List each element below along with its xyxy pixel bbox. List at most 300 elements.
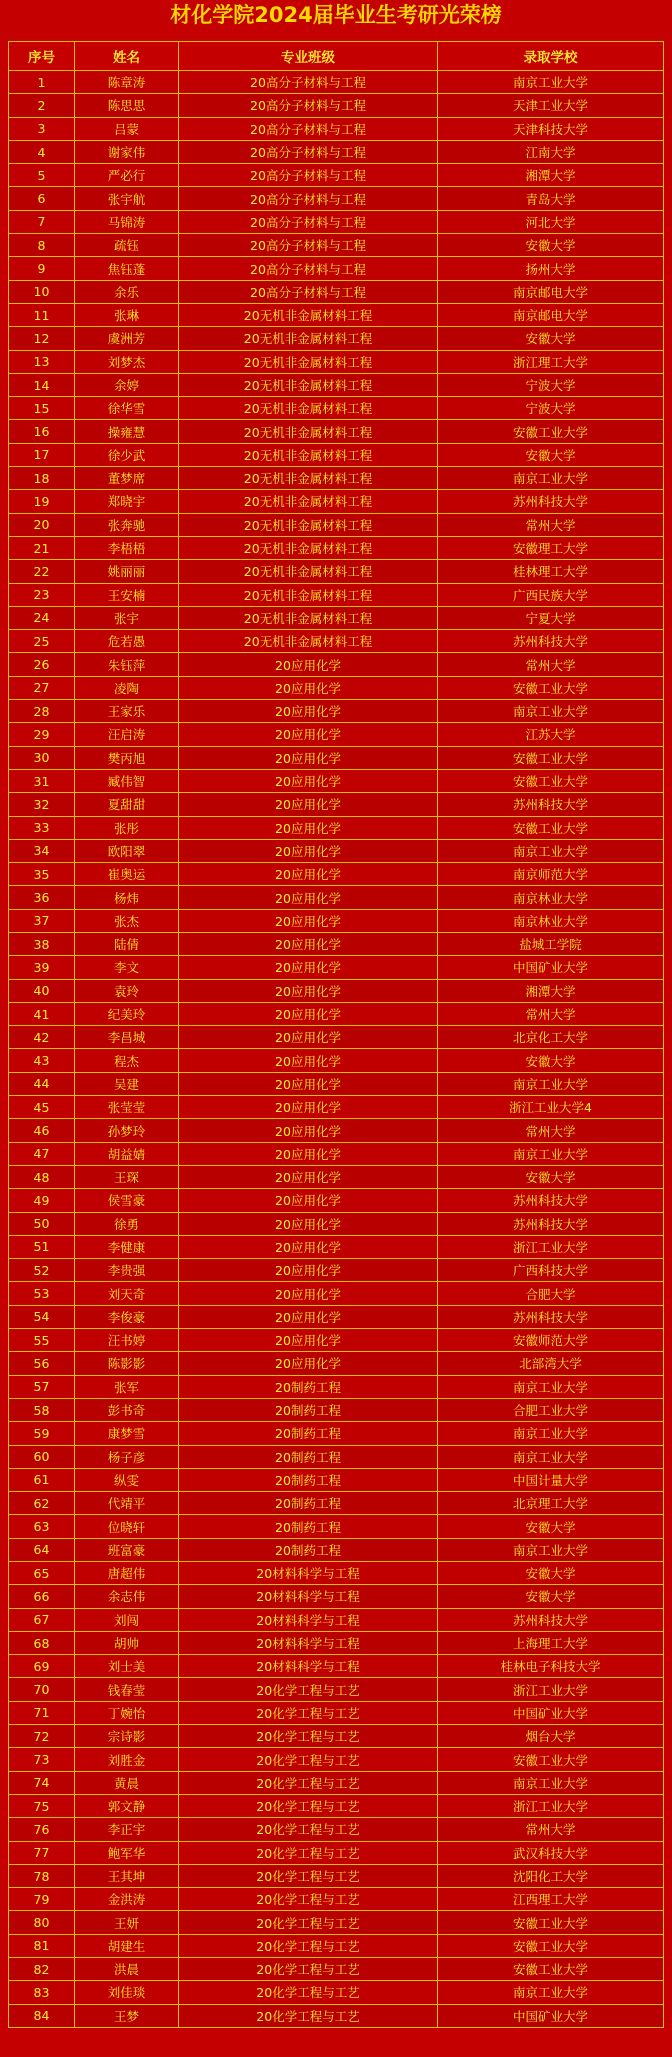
cell-admitted-school: 湘潭大学 — [438, 164, 664, 187]
cell-index: 26 — [9, 653, 75, 676]
cell-admitted-school: 中国矿业大学 — [438, 956, 664, 979]
table-row — [9, 676, 664, 699]
table-row — [9, 1771, 664, 1794]
cell-major-class: 20无机非金属材料工程 — [179, 560, 438, 583]
cell-major-class: 20化学工程与工艺 — [179, 1701, 438, 1724]
table-row — [9, 886, 664, 909]
cell-major-class: 20化学工程与工艺 — [179, 2004, 438, 2027]
table-row — [9, 606, 664, 629]
table-row — [9, 1725, 664, 1748]
cell-admitted-school: 南京邮电大学 — [438, 280, 664, 303]
cell-index: 5 — [9, 164, 75, 187]
cell-name: 余乐 — [75, 280, 179, 303]
cell-index: 9 — [9, 257, 75, 280]
cell-admitted-school: 常州大学 — [438, 513, 664, 536]
cell-index: 27 — [9, 676, 75, 699]
cell-index: 42 — [9, 1026, 75, 1049]
table-row — [9, 71, 664, 94]
cell-admitted-school: 天津工业大学 — [438, 94, 664, 117]
cell-admitted-school: 江南大学 — [438, 140, 664, 163]
cell-index: 76 — [9, 1818, 75, 1841]
table-row — [9, 1375, 664, 1398]
cell-index: 6 — [9, 187, 75, 210]
cell-index: 48 — [9, 1165, 75, 1188]
cell-major-class: 20无机非金属材料工程 — [179, 397, 438, 420]
cell-major-class: 20材料科学与工程 — [179, 1562, 438, 1585]
table-row — [9, 1398, 664, 1421]
cell-index: 50 — [9, 1212, 75, 1235]
table-row — [9, 839, 664, 862]
cell-index: 61 — [9, 1468, 75, 1491]
cell-name: 袁玲 — [75, 979, 179, 1002]
cell-name: 疏钰 — [75, 234, 179, 257]
cell-name: 余婷 — [75, 373, 179, 396]
table-row — [9, 1049, 664, 1072]
cell-admitted-school: 常州大学 — [438, 1818, 664, 1841]
cell-major-class: 20无机非金属材料工程 — [179, 420, 438, 443]
cell-major-class: 20无机非金属材料工程 — [179, 350, 438, 373]
cell-admitted-school: 安徽大学 — [438, 234, 664, 257]
cell-admitted-school: 苏州科技大学 — [438, 1212, 664, 1235]
table-row — [9, 909, 664, 932]
cell-major-class: 20无机非金属材料工程 — [179, 630, 438, 653]
cell-name: 张杰 — [75, 909, 179, 932]
table-row — [9, 420, 664, 443]
cell-index: 36 — [9, 886, 75, 909]
cell-name: 虞洲芳 — [75, 327, 179, 350]
cell-index: 58 — [9, 1398, 75, 1421]
table-row — [9, 1096, 664, 1119]
cell-admitted-school: 苏州科技大学 — [438, 490, 664, 513]
cell-major-class: 20无机非金属材料工程 — [179, 536, 438, 559]
cell-name: 洪晨 — [75, 1958, 179, 1981]
cell-admitted-school: 青岛大学 — [438, 187, 664, 210]
cell-major-class: 20应用化学 — [179, 1305, 438, 1328]
cell-admitted-school: 南京工业大学 — [438, 1072, 664, 1095]
header-row — [9, 42, 664, 71]
table-row — [9, 1468, 664, 1491]
cell-admitted-school: 南京工业大学 — [438, 71, 664, 94]
cell-major-class: 20应用化学 — [179, 1049, 438, 1072]
table-row — [9, 1002, 664, 1025]
cell-index: 25 — [9, 630, 75, 653]
table-row — [9, 1631, 664, 1654]
cell-index: 19 — [9, 490, 75, 513]
cell-index: 63 — [9, 1515, 75, 1538]
cell-index: 39 — [9, 956, 75, 979]
cell-admitted-school: 中国计量大学 — [438, 1468, 664, 1491]
cell-index: 43 — [9, 1049, 75, 1072]
cell-index: 64 — [9, 1538, 75, 1561]
cell-name: 樊丙旭 — [75, 746, 179, 769]
cell-admitted-school: 南京工业大学 — [438, 700, 664, 723]
table-row — [9, 1142, 664, 1165]
cell-index: 40 — [9, 979, 75, 1002]
cell-admitted-school: 南京工业大学 — [438, 1981, 664, 2004]
cell-major-class: 20化学工程与工艺 — [179, 1725, 438, 1748]
cell-name: 刘闯 — [75, 1608, 179, 1631]
table-row — [9, 1911, 664, 1934]
cell-admitted-school: 安徽大学 — [438, 1562, 664, 1585]
table-row — [9, 1189, 664, 1212]
cell-index: 66 — [9, 1585, 75, 1608]
table-row — [9, 94, 664, 117]
cell-major-class: 20化学工程与工艺 — [179, 1748, 438, 1771]
cell-index: 7 — [9, 210, 75, 233]
cell-admitted-school: 桂林电子科技大学 — [438, 1655, 664, 1678]
cell-admitted-school: 安徽工业大学 — [438, 746, 664, 769]
cell-index: 70 — [9, 1678, 75, 1701]
cell-major-class: 20应用化学 — [179, 1212, 438, 1235]
cell-name: 丁婉怡 — [75, 1701, 179, 1724]
cell-name: 胡帅 — [75, 1631, 179, 1654]
table-row — [9, 1888, 664, 1911]
table-row — [9, 1072, 664, 1095]
cell-index: 38 — [9, 932, 75, 955]
cell-name: 郭文静 — [75, 1794, 179, 1817]
cell-admitted-school: 安徽工业大学 — [438, 1958, 664, 1981]
cell-name: 徐勇 — [75, 1212, 179, 1235]
cell-major-class: 20高分子材料与工程 — [179, 234, 438, 257]
cell-major-class: 20高分子材料与工程 — [179, 94, 438, 117]
cell-name: 张宇航 — [75, 187, 179, 210]
cell-major-class: 20无机非金属材料工程 — [179, 467, 438, 490]
cell-admitted-school: 安徽大学 — [438, 1515, 664, 1538]
table-row — [9, 467, 664, 490]
cell-name: 王其坤 — [75, 1864, 179, 1887]
cell-admitted-school: 宁波大学 — [438, 373, 664, 396]
cell-admitted-school: 安徽师范大学 — [438, 1329, 664, 1352]
table-row — [9, 1538, 664, 1561]
cell-major-class: 20制药工程 — [179, 1375, 438, 1398]
cell-index: 67 — [9, 1608, 75, 1631]
cell-admitted-school: 南京工业大学 — [438, 1538, 664, 1561]
cell-index: 79 — [9, 1888, 75, 1911]
cell-name: 姚丽丽 — [75, 560, 179, 583]
cell-admitted-school: 安徽大学 — [438, 1165, 664, 1188]
cell-admitted-school: 安徽大学 — [438, 327, 664, 350]
cell-major-class: 20制药工程 — [179, 1398, 438, 1421]
table-row — [9, 117, 664, 140]
cell-major-class: 20高分子材料与工程 — [179, 280, 438, 303]
cell-name: 马锦涛 — [75, 210, 179, 233]
cell-major-class: 20应用化学 — [179, 1026, 438, 1049]
cell-name: 徐华雪 — [75, 397, 179, 420]
cell-index: 22 — [9, 560, 75, 583]
table-row — [9, 1818, 664, 1841]
cell-name: 刘佳琰 — [75, 1981, 179, 2004]
table-row — [9, 653, 664, 676]
cell-name: 陈思思 — [75, 94, 179, 117]
table-row — [9, 1981, 664, 2004]
cell-major-class: 20应用化学 — [179, 653, 438, 676]
cell-admitted-school: 南京工业大学 — [438, 839, 664, 862]
cell-name: 班富豪 — [75, 1538, 179, 1561]
cell-index: 60 — [9, 1445, 75, 1468]
cell-index: 75 — [9, 1794, 75, 1817]
cell-name: 陈章涛 — [75, 71, 179, 94]
table-row — [9, 1119, 664, 1142]
cell-name: 董梦席 — [75, 467, 179, 490]
cell-name: 汪书婷 — [75, 1329, 179, 1352]
cell-admitted-school: 浙江工业大学 — [438, 1235, 664, 1258]
cell-name: 宗诗影 — [75, 1725, 179, 1748]
table-row — [9, 1841, 664, 1864]
cell-major-class: 20材料科学与工程 — [179, 1585, 438, 1608]
table-row — [9, 1259, 664, 1282]
cell-major-class: 20应用化学 — [179, 1329, 438, 1352]
cell-name: 凌陶 — [75, 676, 179, 699]
cell-index: 16 — [9, 420, 75, 443]
cell-admitted-school: 浙江理工大学 — [438, 350, 664, 373]
table-row — [9, 397, 664, 420]
cell-index: 33 — [9, 816, 75, 839]
cell-major-class: 20应用化学 — [179, 1072, 438, 1095]
cell-admitted-school: 南京工业大学 — [438, 467, 664, 490]
cell-admitted-school: 天津科技大学 — [438, 117, 664, 140]
cell-admitted-school: 安徽工业大学 — [438, 816, 664, 839]
table-row — [9, 1748, 664, 1771]
table-row — [9, 956, 664, 979]
cell-name: 汪启涛 — [75, 723, 179, 746]
cell-name: 李健康 — [75, 1235, 179, 1258]
table-row — [9, 1655, 664, 1678]
table-row — [9, 1934, 664, 1957]
cell-admitted-school: 武汉科技大学 — [438, 1841, 664, 1864]
cell-name: 唐超伟 — [75, 1562, 179, 1585]
table-row — [9, 1958, 664, 1981]
table-row — [9, 1608, 664, 1631]
table-row — [9, 932, 664, 955]
cell-admitted-school: 苏州科技大学 — [438, 630, 664, 653]
cell-name: 臧伟智 — [75, 769, 179, 792]
cell-name: 张奔驰 — [75, 513, 179, 536]
cell-index: 35 — [9, 863, 75, 886]
cell-major-class: 20无机非金属材料工程 — [179, 606, 438, 629]
cell-name: 钱春莹 — [75, 1678, 179, 1701]
cell-index: 3 — [9, 117, 75, 140]
cell-major-class: 20应用化学 — [179, 1259, 438, 1282]
cell-major-class: 20化学工程与工艺 — [179, 1911, 438, 1934]
page-title: 材化学院2024届毕业生考研光荣榜 — [170, 3, 502, 27]
cell-admitted-school: 南京工业大学 — [438, 1142, 664, 1165]
table-row — [9, 350, 664, 373]
table-header — [9, 42, 664, 71]
table-row — [9, 490, 664, 513]
cell-admitted-school: 扬州大学 — [438, 257, 664, 280]
cell-major-class: 20应用化学 — [179, 909, 438, 932]
cell-index: 20 — [9, 513, 75, 536]
table-row — [9, 1212, 664, 1235]
table-row — [9, 1329, 664, 1352]
header-admitted-school: 录取学校 — [438, 42, 664, 71]
cell-major-class: 20高分子材料与工程 — [179, 257, 438, 280]
cell-index: 34 — [9, 839, 75, 862]
cell-index: 23 — [9, 583, 75, 606]
cell-major-class: 20应用化学 — [179, 1165, 438, 1188]
cell-admitted-school: 中国矿业大学 — [438, 1701, 664, 1724]
cell-name: 焦钰蓬 — [75, 257, 179, 280]
cell-name: 李文 — [75, 956, 179, 979]
cell-admitted-school: 宁波大学 — [438, 397, 664, 420]
cell-major-class: 20应用化学 — [179, 863, 438, 886]
cell-name: 谢家伟 — [75, 140, 179, 163]
cell-admitted-school: 烟台大学 — [438, 1725, 664, 1748]
cell-admitted-school: 北京理工大学 — [438, 1492, 664, 1515]
table-row — [9, 140, 664, 163]
cell-index: 71 — [9, 1701, 75, 1724]
cell-index: 2 — [9, 94, 75, 117]
table-row — [9, 630, 664, 653]
cell-name: 王梦 — [75, 2004, 179, 2027]
cell-name: 孙梦玲 — [75, 1119, 179, 1142]
table-row — [9, 536, 664, 559]
table-row — [9, 1585, 664, 1608]
cell-major-class: 20应用化学 — [179, 816, 438, 839]
cell-admitted-school: 浙江工业大学4 — [438, 1096, 664, 1119]
table-row — [9, 373, 664, 396]
cell-admitted-school: 安徽理工大学 — [438, 536, 664, 559]
cell-admitted-school: 南京邮电大学 — [438, 303, 664, 326]
table-row — [9, 257, 664, 280]
cell-index: 41 — [9, 1002, 75, 1025]
cell-major-class: 20材料科学与工程 — [179, 1608, 438, 1631]
table-row — [9, 303, 664, 326]
cell-major-class: 20应用化学 — [179, 1352, 438, 1375]
cell-major-class: 20化学工程与工艺 — [179, 1864, 438, 1887]
cell-admitted-school: 常州大学 — [438, 1119, 664, 1142]
cell-name: 刘天奇 — [75, 1282, 179, 1305]
table-row — [9, 793, 664, 816]
cell-major-class: 20制药工程 — [179, 1422, 438, 1445]
cell-name: 代靖平 — [75, 1492, 179, 1515]
cell-major-class: 20应用化学 — [179, 700, 438, 723]
table-row — [9, 1282, 664, 1305]
cell-admitted-school: 南京师范大学 — [438, 863, 664, 886]
cell-index: 54 — [9, 1305, 75, 1328]
cell-name: 陆倩 — [75, 932, 179, 955]
cell-index: 37 — [9, 909, 75, 932]
cell-name: 李正宇 — [75, 1818, 179, 1841]
cell-admitted-school: 苏州科技大学 — [438, 1608, 664, 1631]
cell-major-class: 20应用化学 — [179, 956, 438, 979]
cell-major-class: 20高分子材料与工程 — [179, 210, 438, 233]
table-row — [9, 583, 664, 606]
header-index: 序号 — [9, 42, 75, 71]
cell-admitted-school: 安徽工业大学 — [438, 1748, 664, 1771]
cell-name: 张莹莹 — [75, 1096, 179, 1119]
cell-index: 32 — [9, 793, 75, 816]
cell-admitted-school: 合肥工业大学 — [438, 1398, 664, 1421]
cell-major-class: 20高分子材料与工程 — [179, 164, 438, 187]
cell-index: 44 — [9, 1072, 75, 1095]
table-row — [9, 816, 664, 839]
table-row — [9, 2004, 664, 2027]
table-row — [9, 1794, 664, 1817]
table-row — [9, 1422, 664, 1445]
cell-admitted-school: 沈阳化工大学 — [438, 1864, 664, 1887]
cell-major-class: 20制药工程 — [179, 1468, 438, 1491]
cell-major-class: 20高分子材料与工程 — [179, 140, 438, 163]
cell-name: 欧阳翠 — [75, 839, 179, 862]
table-row — [9, 443, 664, 466]
table-row — [9, 1701, 664, 1724]
cell-name: 刘梦杰 — [75, 350, 179, 373]
cell-admitted-school: 广西民族大学 — [438, 583, 664, 606]
cell-index: 47 — [9, 1142, 75, 1165]
cell-index: 62 — [9, 1492, 75, 1515]
cell-name: 黄晨 — [75, 1771, 179, 1794]
table-row — [9, 723, 664, 746]
cell-index: 28 — [9, 700, 75, 723]
cell-index: 82 — [9, 1958, 75, 1981]
cell-major-class: 20应用化学 — [179, 886, 438, 909]
cell-name: 侯雪豪 — [75, 1189, 179, 1212]
cell-major-class: 20化学工程与工艺 — [179, 1981, 438, 2004]
table-row — [9, 1305, 664, 1328]
cell-admitted-school: 苏州科技大学 — [438, 793, 664, 816]
cell-admitted-school: 中国矿业大学 — [438, 2004, 664, 2027]
cell-index: 17 — [9, 443, 75, 466]
cell-index: 1 — [9, 71, 75, 94]
cell-index: 69 — [9, 1655, 75, 1678]
cell-admitted-school: 安徽工业大学 — [438, 1934, 664, 1957]
cell-major-class: 20无机非金属材料工程 — [179, 583, 438, 606]
cell-index: 51 — [9, 1235, 75, 1258]
cell-major-class: 20无机非金属材料工程 — [179, 373, 438, 396]
cell-admitted-school: 安徽大学 — [438, 443, 664, 466]
cell-index: 12 — [9, 327, 75, 350]
cell-name: 夏甜甜 — [75, 793, 179, 816]
cell-name: 吕蒙 — [75, 117, 179, 140]
cell-index: 10 — [9, 280, 75, 303]
cell-name: 杨炜 — [75, 886, 179, 909]
cell-index: 74 — [9, 1771, 75, 1794]
table-row — [9, 210, 664, 233]
cell-index: 83 — [9, 1981, 75, 2004]
cell-name: 金洪涛 — [75, 1888, 179, 1911]
cell-index: 49 — [9, 1189, 75, 1212]
cell-admitted-school: 北京化工大学 — [438, 1026, 664, 1049]
cell-name: 吴建 — [75, 1072, 179, 1095]
cell-admitted-school: 安徽工业大学 — [438, 676, 664, 699]
honor-roll-table — [8, 41, 664, 2028]
cell-index: 15 — [9, 397, 75, 420]
cell-name: 胡建生 — [75, 1934, 179, 1957]
cell-index: 31 — [9, 769, 75, 792]
cell-admitted-school: 江西理工大学 — [438, 1888, 664, 1911]
cell-index: 81 — [9, 1934, 75, 1957]
table-row — [9, 700, 664, 723]
cell-name: 严必行 — [75, 164, 179, 187]
cell-admitted-school: 南京工业大学 — [438, 1771, 664, 1794]
cell-name: 王家乐 — [75, 700, 179, 723]
cell-index: 53 — [9, 1282, 75, 1305]
cell-major-class: 20无机非金属材料工程 — [179, 327, 438, 350]
cell-name: 刘胜金 — [75, 1748, 179, 1771]
cell-major-class: 20应用化学 — [179, 723, 438, 746]
cell-major-class: 20应用化学 — [179, 1282, 438, 1305]
cell-major-class: 20应用化学 — [179, 932, 438, 955]
cell-index: 13 — [9, 350, 75, 373]
cell-major-class: 20应用化学 — [179, 676, 438, 699]
cell-major-class: 20无机非金属材料工程 — [179, 303, 438, 326]
table-body — [9, 71, 664, 2028]
table-row — [9, 1165, 664, 1188]
cell-admitted-school: 上海理工大学 — [438, 1631, 664, 1654]
cell-name: 陈影影 — [75, 1352, 179, 1375]
cell-admitted-school: 宁夏大学 — [438, 606, 664, 629]
